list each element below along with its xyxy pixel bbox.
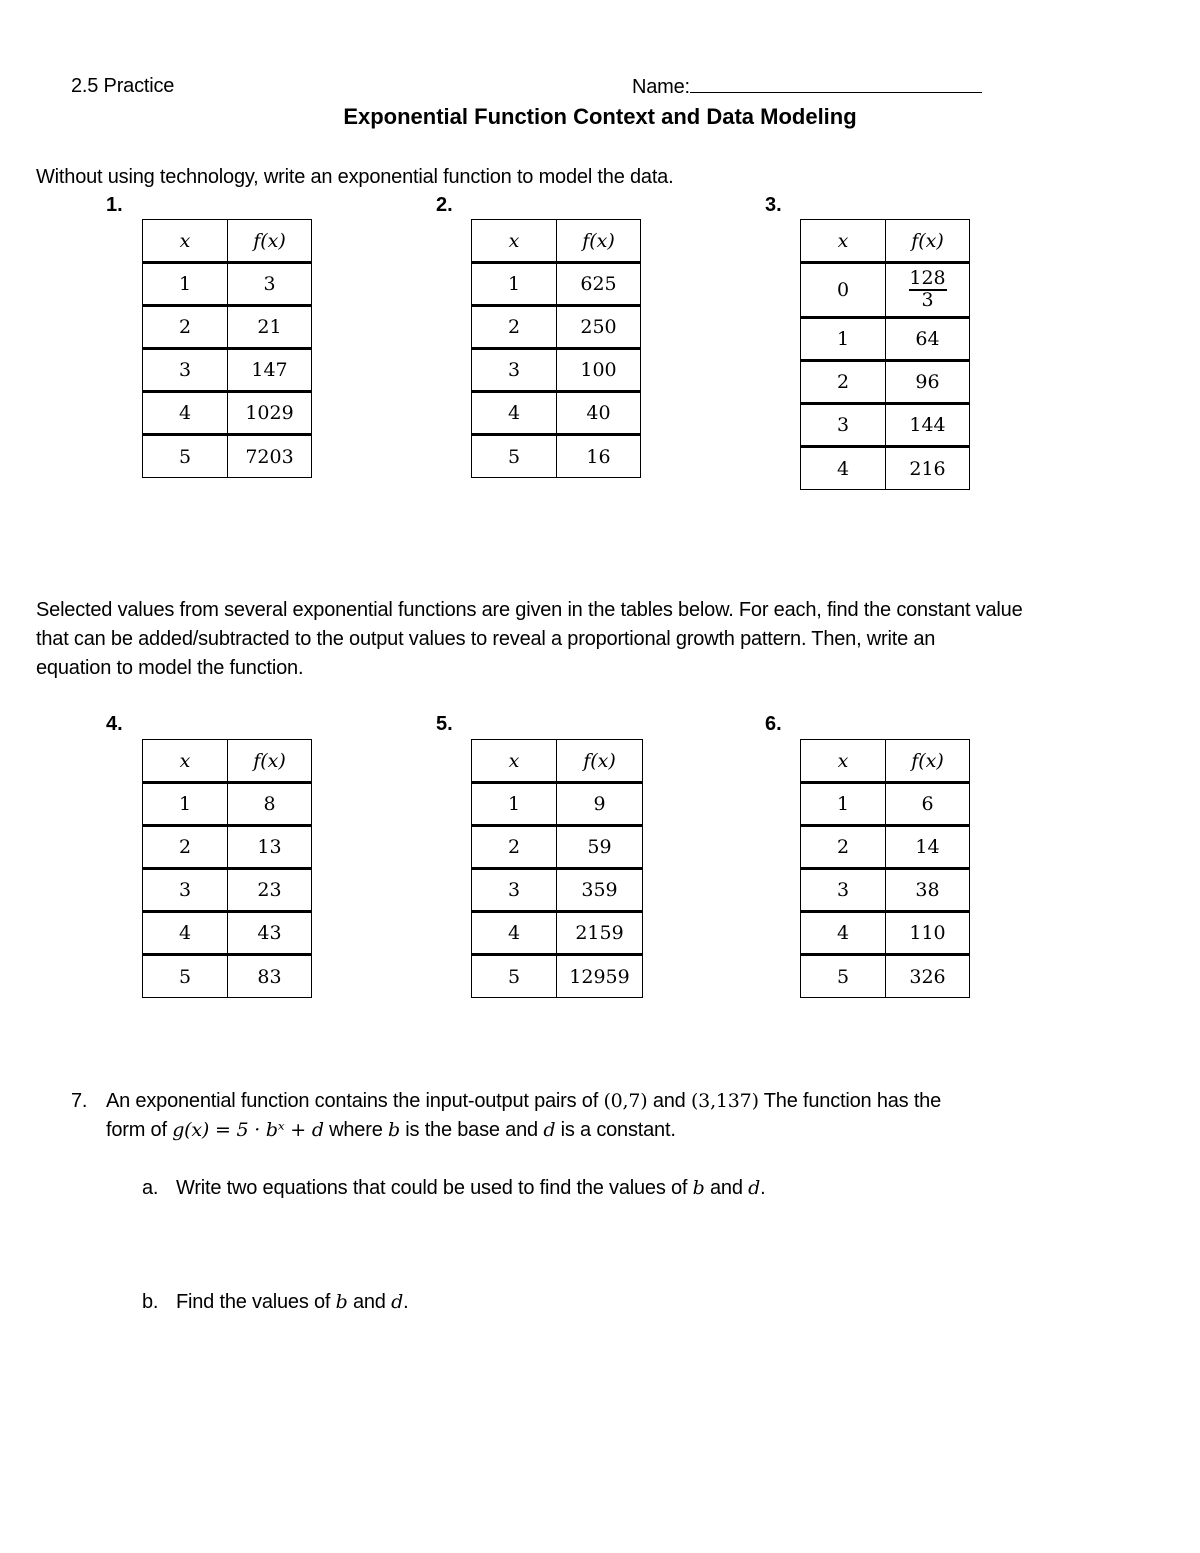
cell-fx: 100 — [557, 349, 641, 392]
section1-instruction: Without using technology, write an exponential function to model the data. — [36, 166, 674, 188]
table-2 — [471, 219, 641, 478]
cell-x: 4 — [143, 912, 228, 955]
variable-d: d — [748, 1177, 761, 1199]
cell-fx: 40 — [557, 392, 641, 435]
cell-x: 1 — [143, 263, 228, 306]
instruction-line: equation to model the function. — [36, 657, 304, 679]
question-7-number: 7. — [71, 1090, 88, 1112]
question-7-text — [106, 1087, 1166, 1145]
cell-x: 5 — [472, 955, 557, 998]
variable-d: d — [391, 1291, 404, 1313]
cell-x: 5 — [143, 955, 228, 998]
table-4 — [142, 739, 312, 998]
cell-fx: 59 — [557, 826, 643, 869]
variable-b: b — [692, 1177, 705, 1199]
text-segment: An exponential function contains the input-output pairs of — [106, 1090, 604, 1112]
table-1 — [142, 219, 312, 478]
cell-fx: 23 — [228, 869, 312, 912]
cell-x: 0 — [801, 263, 886, 318]
cell-fx: 8 — [228, 783, 312, 826]
cell-fx: 9 — [557, 783, 643, 826]
cell-fx: 43 — [228, 912, 312, 955]
cell-x: 3 — [143, 349, 228, 392]
cell-x: 1 — [143, 783, 228, 826]
cell-x: 4 — [801, 912, 886, 955]
cell-x: 4 — [472, 392, 557, 435]
cell-x: 3 — [143, 869, 228, 912]
function-equation: g(x) = 5 · bˣ + d — [172, 1119, 324, 1141]
fraction — [909, 269, 947, 309]
cell-x: 2 — [801, 361, 886, 404]
cell-x: 5 — [143, 435, 228, 478]
instruction-line: that can be added/subtracted to the output values to reveal a proportional growth pattern. Then, write an — [36, 628, 936, 650]
text-segment: . — [760, 1177, 766, 1199]
cell-fx-fraction — [886, 263, 970, 318]
cell-x: 4 — [801, 447, 886, 490]
cell-x: 2 — [472, 826, 557, 869]
part-a-text — [176, 1174, 765, 1203]
problem-number-1: 1. — [106, 194, 123, 216]
problem-number-4: 4. — [106, 713, 123, 735]
col-header-x: x — [472, 740, 557, 783]
cell-x: 1 — [801, 783, 886, 826]
text-segment: form of — [106, 1119, 173, 1141]
cell-fx: 216 — [886, 447, 970, 490]
text-segment: and — [704, 1177, 749, 1199]
table-3 — [800, 219, 970, 490]
name-label: Name: — [632, 76, 690, 98]
cell-x: 3 — [801, 404, 886, 447]
col-header-x: x — [143, 740, 228, 783]
cell-x: 2 — [801, 826, 886, 869]
text-segment: is a constant. — [555, 1119, 676, 1141]
text-segment: Find the values of — [176, 1291, 336, 1313]
cell-fx: 96 — [886, 361, 970, 404]
point-pair-2: (3,137) — [690, 1090, 759, 1112]
cell-fx: 38 — [886, 869, 970, 912]
cell-x: 1 — [472, 783, 557, 826]
cell-x: 5 — [472, 435, 557, 478]
problem-number-5: 5. — [436, 713, 453, 735]
text-segment: is the base and — [399, 1119, 544, 1141]
cell-fx: 6 — [886, 783, 970, 826]
cell-fx: 12959 — [557, 955, 643, 998]
part-b-label: b. — [142, 1291, 159, 1313]
cell-fx: 326 — [886, 955, 970, 998]
question-7-line1 — [106, 1087, 1166, 1116]
practice-label: 2.5 Practice — [71, 75, 175, 97]
cell-x: 3 — [472, 349, 557, 392]
text-segment: where — [323, 1119, 388, 1141]
cell-x: 2 — [472, 306, 557, 349]
cell-fx: 625 — [557, 263, 641, 306]
cell-x: 4 — [143, 392, 228, 435]
cell-fx: 21 — [228, 306, 312, 349]
cell-fx: 359 — [557, 869, 643, 912]
part-b-text — [176, 1288, 408, 1317]
cell-x: 5 — [801, 955, 886, 998]
cell-fx: 64 — [886, 318, 970, 361]
problem-number-2: 2. — [436, 194, 453, 216]
cell-fx: 3 — [228, 263, 312, 306]
cell-fx: 83 — [228, 955, 312, 998]
instruction-line: Selected values from several exponential functions are given in the tables below. For each, find the constant value — [36, 599, 1023, 621]
col-header-x: x — [143, 220, 228, 263]
cell-x: 3 — [801, 869, 886, 912]
variable-b: b — [335, 1291, 348, 1313]
text-segment: and — [347, 1291, 392, 1313]
fraction-denominator: 3 — [909, 289, 947, 309]
col-header-x: x — [801, 740, 886, 783]
cell-fx: 16 — [557, 435, 641, 478]
cell-x: 2 — [143, 826, 228, 869]
variable-b: b — [387, 1119, 400, 1141]
col-header-fx: f(x) — [886, 220, 970, 263]
cell-fx: 110 — [886, 912, 970, 955]
cell-fx: 250 — [557, 306, 641, 349]
text-segment: and — [647, 1090, 691, 1112]
table-6 — [800, 739, 970, 998]
cell-fx: 13 — [228, 826, 312, 869]
name-field[interactable] — [632, 72, 982, 102]
cell-fx: 1029 — [228, 392, 312, 435]
part-a-label: a. — [142, 1177, 159, 1199]
col-header-x: x — [801, 220, 886, 263]
col-header-fx: f(x) — [886, 740, 970, 783]
problem-number-6: 6. — [765, 713, 782, 735]
cell-x: 1 — [472, 263, 557, 306]
variable-d: d — [543, 1119, 556, 1141]
cell-fx: 147 — [228, 349, 312, 392]
fraction-numerator: 128 — [909, 267, 946, 289]
cell-x: 4 — [472, 912, 557, 955]
text-segment: . — [403, 1291, 409, 1313]
table-5 — [471, 739, 643, 998]
text-segment: The function has the — [758, 1090, 942, 1112]
cell-fx: 14 — [886, 826, 970, 869]
page-title: Exponential Function Context and Data Modeling — [343, 104, 857, 129]
question-7-line2 — [106, 1116, 1166, 1145]
cell-x: 3 — [472, 869, 557, 912]
cell-fx: 144 — [886, 404, 970, 447]
col-header-fx: f(x) — [228, 740, 312, 783]
col-header-fx: f(x) — [557, 740, 643, 783]
col-header-fx: f(x) — [228, 220, 312, 263]
cell-fx: 7203 — [228, 435, 312, 478]
col-header-x: x — [472, 220, 557, 263]
text-segment: Write two equations that could be used to find the values of — [176, 1177, 693, 1199]
cell-x: 1 — [801, 318, 886, 361]
section2-instruction — [36, 596, 1176, 683]
cell-fx: 2159 — [557, 912, 643, 955]
point-pair-1: (0,7) — [603, 1090, 648, 1112]
problem-number-3: 3. — [765, 194, 782, 216]
name-line[interactable] — [690, 72, 982, 93]
cell-x: 2 — [143, 306, 228, 349]
col-header-fx: f(x) — [557, 220, 641, 263]
